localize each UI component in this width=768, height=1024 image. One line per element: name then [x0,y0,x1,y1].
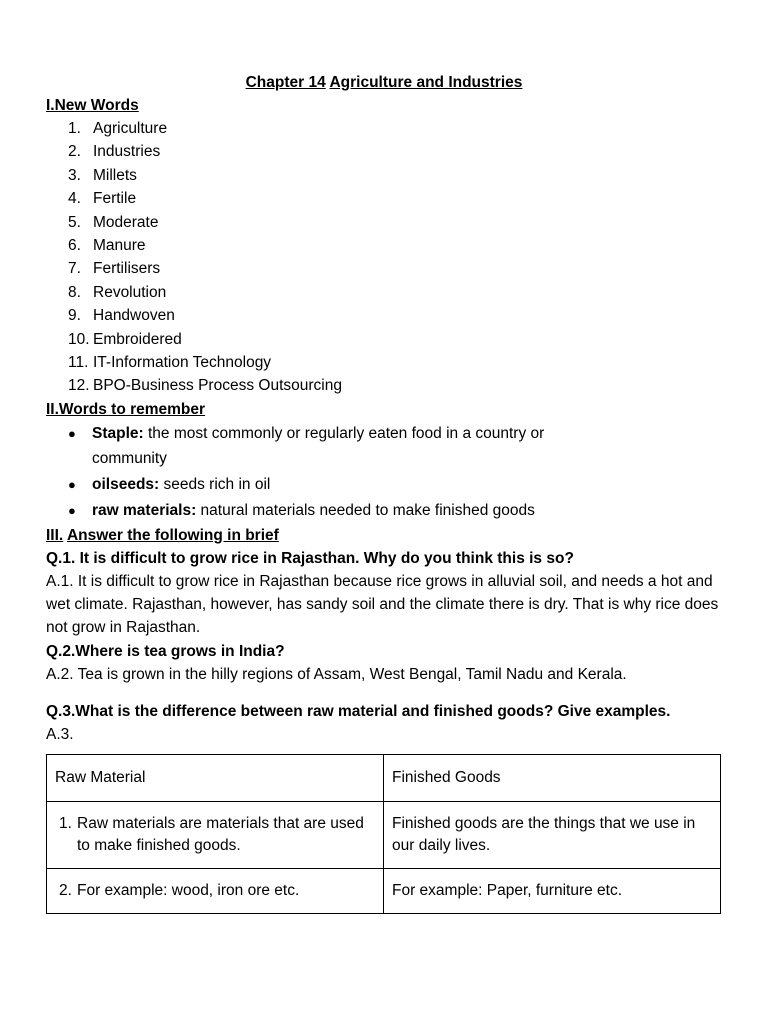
list-item-number: 7. [68,260,81,278]
question-2: Q.2.Where is tea grows in India? [46,642,285,660]
table-cell: Finished goods are the things that we use in our daily lives. [384,802,721,869]
definition: seeds rich in oil [159,475,271,493]
list-item-number: 4. [68,190,81,208]
words-to-remember-list [46,421,722,523]
list-item-number: 8. [68,283,81,301]
question-3: Q.3.What is the difference between raw material and finished goods? Give examples. [46,702,671,720]
table-cell [47,869,384,914]
list-item [46,472,722,497]
list-item [46,187,722,210]
cell-text: Raw materials are materials that are used to make finished goods. [77,815,364,855]
term: raw materials: [92,501,197,519]
list-item-text: Fertile [93,190,137,208]
table-cell [47,802,384,869]
cell-text: For example: wood, iron ore etc. [77,882,300,900]
section-new-words-heading: I.New Words [46,97,139,114]
table-header-cell: Finished Goods [384,755,721,802]
list-item [46,304,722,327]
answer-3: A.3. [46,725,74,743]
list-item-text: BPO-Business Process Outsourcing [93,377,342,395]
list-item-number: 1. [68,120,81,137]
list-item-number: 9. [68,307,81,325]
term: oilseeds: [92,475,160,493]
comparison-table [46,754,721,914]
list-item-number: 6. [68,236,81,254]
list-item [46,117,722,140]
list-item-text: Agriculture [93,120,168,137]
list-item-number: 12. [68,377,90,395]
list-item [46,351,722,374]
list-item-text: Embroidered [93,330,182,348]
table-row [47,802,721,869]
question-1: Q.1. It is difficult to grow rice in Rajasthan. Why do you think this is so? [46,549,574,567]
list-item-number: 11. [68,353,89,371]
section-answer-text: Answer the following in brief [66,526,279,544]
list-item [46,211,722,234]
list-item-text: Industries [93,143,161,161]
list-item-number: 2. [68,143,81,161]
list-item-text: Revolution [93,283,167,301]
table-header-cell: Raw Material [47,755,384,802]
list-item-text: Manure [93,236,146,254]
list-item-text: IT-Information Technology [93,353,272,371]
section-words-to-remember-heading: II.Words to remember [46,400,206,418]
row-number: 2. [59,882,72,900]
list-item [46,281,722,304]
definition: natural materials needed to make finished goods [196,501,535,519]
section-answer-number: III. [46,526,64,544]
bullet-icon: ● [68,502,76,518]
list-item-number: 5. [68,213,81,231]
list-item [46,257,722,280]
list-item [46,498,722,523]
page-title [46,72,722,94]
chapter-name: Agriculture and Industries [329,74,523,91]
bullet-icon: ● [68,425,76,441]
bullet-icon: ● [68,476,76,492]
answer-2: A.2. Tea is grown in the hilly regions of Assam, West Bengal, Tamil Nadu and Kerala. [46,665,627,683]
list-item [46,164,722,187]
list-item [46,234,722,257]
list-item [46,140,722,163]
table-row [47,869,721,914]
list-item-number: 10. [68,330,90,348]
answer-1: A.1. It is difficult to grow rice in Rajasthan because rice grows in alluvial soil, and needs a hot and wet climate. Rajasthan, however, has sandy soil and the climate there is dry. That is why rice does not grow in Rajasthan. [46,572,719,637]
section-answer-heading [46,524,722,547]
list-item-number: 3. [68,166,81,184]
term: Staple: [92,424,144,442]
row-number: 1. [59,815,72,833]
list-item-text: Fertilisers [93,260,161,278]
list-item-text: Moderate [93,213,159,231]
list-item [46,328,722,351]
new-words-list [46,117,722,398]
definition: the most commonly or regularly eaten food in a country or community [92,424,545,467]
chapter-number: Chapter 14 [245,74,326,91]
table-cell: For example: Paper, furniture etc. [384,869,721,914]
list-item-text: Handwoven [93,307,175,325]
list-item [46,421,722,471]
list-item [46,374,722,397]
table-header-row [47,755,721,802]
list-item-text: Millets [93,166,137,184]
